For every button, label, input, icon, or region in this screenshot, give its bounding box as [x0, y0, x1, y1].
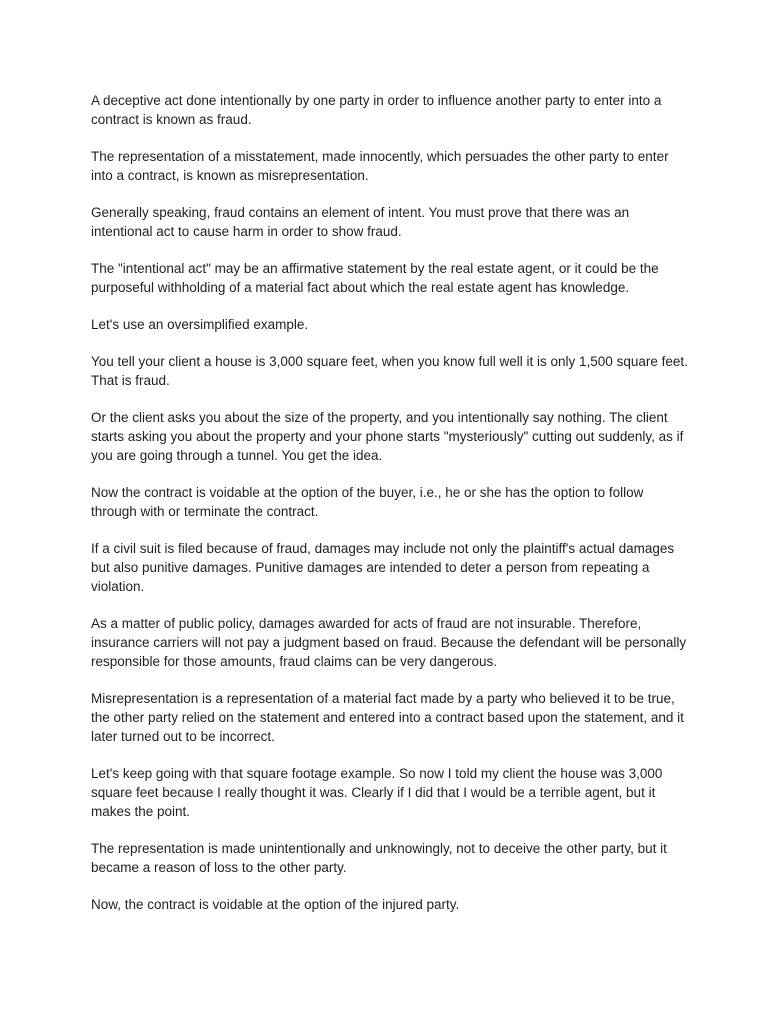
paragraph: The "intentional act" may be an affirmative statement by the real estate agent, or it could be the purposeful withholding of a material fact about which the real estate agent has knowledge. — [91, 261, 659, 295]
paragraph: Let's use an oversimplified example. — [91, 317, 309, 332]
paragraph: Now the contract is voidable at the option of the buyer, i.e., he or she has the option to follow through with or terminate the contract. — [91, 485, 644, 519]
paragraph: The representation is made unintentionally and unknowingly, not to deceive the other party, but it became a reason of loss to the other party. — [91, 841, 667, 875]
paragraph: The representation of a misstatement, made innocently, which persuades the other party to enter into a contract, is known as misrepresentation. — [91, 149, 669, 183]
paragraph: Now, the contract is voidable at the option of the injured party. — [91, 897, 460, 912]
paragraph: Generally speaking, fraud contains an element of intent. You must prove that there was an intentional act to cause harm in order to show fraud. — [91, 205, 630, 239]
paragraph: Or the client asks you about the size of the property, and you intentionally say nothing. The client starts asking you about the property and your phone starts "mysteriously" cutting out suddenly, as if you are going through a tunnel. You get the idea. — [91, 410, 684, 463]
paragraph: Let's keep going with that square footage example. So now I told my client the house was 3,000 square feet because I really thought it was. Clearly if I did that I would be a terrible agent, but it makes the point. — [91, 766, 663, 819]
paragraph: You tell your client a house is 3,000 square feet, when you know full well it is only 1,500 square feet. That is fraud. — [91, 354, 688, 388]
paragraph: As a matter of public policy, damages awarded for acts of fraud are not insurable. Therefore, insurance carriers will not pay a judgment based on fraud. Because the defendant will be personally responsible for those amounts, fraud claims can be very dangerous. — [91, 616, 687, 669]
paragraph: Misrepresentation is a representation of a material fact made by a party who believed it to be true, the other party relied on the statement and entered into a contract based upon the statement, and it later turned out to be incorrect. — [91, 691, 684, 744]
document-body — [91, 91, 691, 932]
paragraph: If a civil suit is filed because of fraud, damages may include not only the plaintiff's actual damages but also punitive damages. Punitive damages are intended to deter a person from repeating a violation. — [91, 541, 675, 594]
paragraph: A deceptive act done intentionally by one party in order to influence another party to enter into a contract is known as fraud. — [91, 93, 662, 127]
